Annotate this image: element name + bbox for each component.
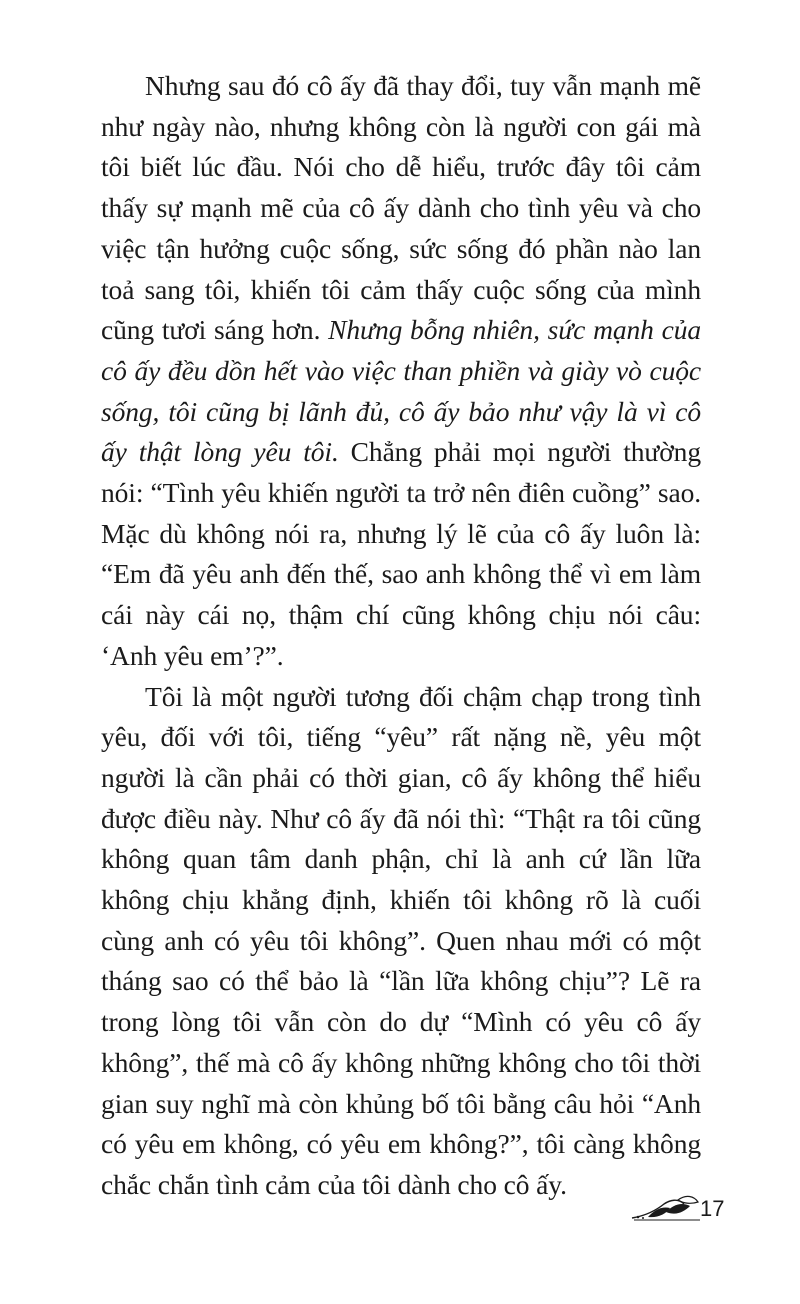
ornament-icon <box>630 1190 702 1226</box>
paragraph-1-start: Nhưng sau đó cô ấy đã thay đổi, tuy vẫn mạnh mẽ như ngày nào, nhưng không còn là người con gái mà tôi biết lúc đầu. Nói cho dễ hiểu, trước đây tôi cảm thấy sự mạnh mẽ của cô ấy dành cho tình yêu và cho việc tận hưởng cuộc sống, sức sống đó phần nào lan toả sang tôi, khiến tôi cảm thấy cuộc sống của mình cũng tươi sáng hơn. <box>101 70 701 346</box>
paragraph-1-end: Chẳng phải mọi người thường nói: “Tình yêu khiến người ta trở nên điên cuồng” sao. Mặc dù không nói ra, nhưng lý lẽ của cô ấy luôn là: “Em đã yêu anh đến thế, sao anh không thể vì em làm cái này cái nọ, thậm chí cũng không chịu nói câu: ‘Anh yêu em’?”. <box>101 436 701 671</box>
paragraph-2: Tôi là một người tương đối chậm chạp trong tình yêu, đối với tôi, tiếng “yêu” rất nặng nề, yêu một người là cần phải có thời gian, cô ấy không thể hiểu được điều này. Như cô ấy đã nói thì: “Thật ra tôi cũng không quan tâm danh phận, chỉ là anh cứ lần lữa không chịu khẳng định, khiến tôi không rõ là cuối cùng anh có yêu tôi không”. Quen nhau mới có một tháng sao có thể bảo là “lần lữa không chịu”? Lẽ ra trong lòng tôi vẫn còn do dự “Mình có yêu cô ấy không”, thế mà cô ấy không những không cho tôi thời gian suy nghĩ mà còn khủng bố tôi bằng câu hỏi “Anh có yêu em không, có yêu em không?”, tôi càng không chắc chắn tình cảm của tôi dành cho cô ấy. <box>101 680 701 1200</box>
body-text <box>101 66 701 1206</box>
paragraph-1-italic: Nhưng bỗng nhiên, sức mạnh của cô ấy đều dồn hết vào việc than phiền và giày vò cuộc sống, tôi cũng bị lãnh đủ, cô ấy bảo như vậy là vì cô ấy thật lòng yêu tôi. <box>101 314 701 468</box>
page-number: 17 <box>700 1196 725 1221</box>
paragraph-1 <box>101 66 701 677</box>
page-footer <box>630 1180 730 1230</box>
